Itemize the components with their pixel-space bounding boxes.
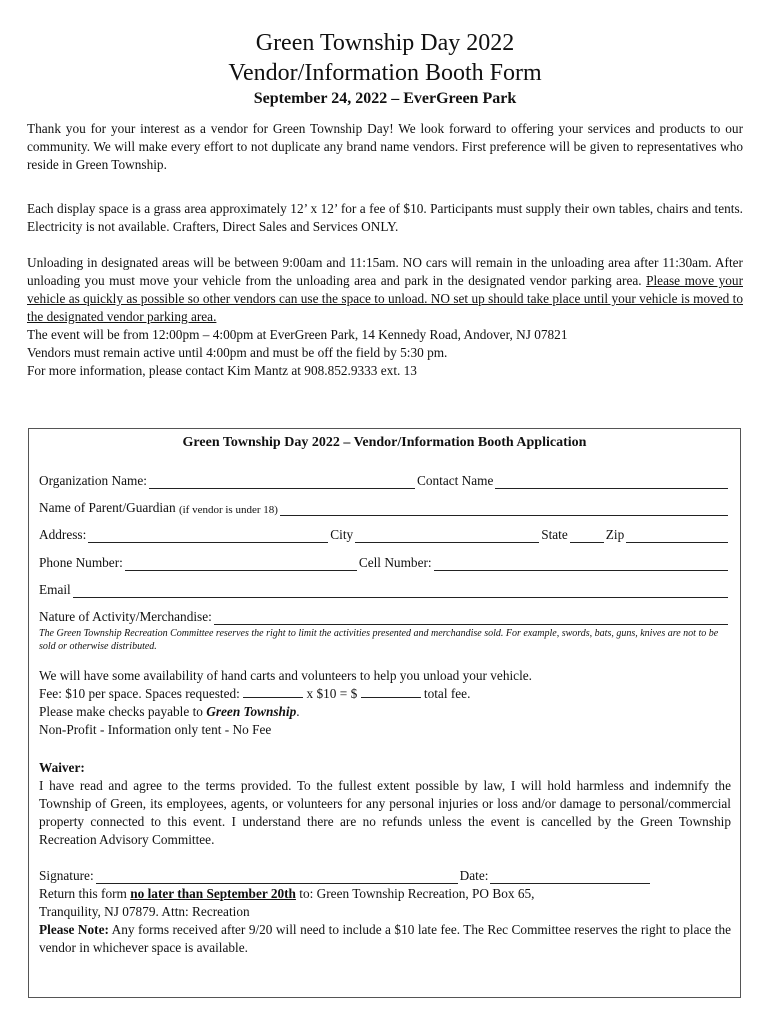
address-row <box>39 525 730 543</box>
date-label: Date: <box>459 868 489 883</box>
merchandise-restriction-note: The Green Township Recreation Committee reserves the right to limit the activities presented and merchandise sold. For example, swords, bats, guns, knives are not to be sold or otherwise distributed. <box>39 628 719 652</box>
event-date-location: September 24, 2022 – EverGreen Park <box>253 90 517 107</box>
organization-field[interactable] <box>149 474 415 489</box>
return-address: to: Green Township Recreation, PO Box 65, <box>295 886 535 901</box>
zip-field[interactable] <box>626 528 728 543</box>
parent-field[interactable] <box>280 501 728 516</box>
checks-text: Please make checks payable to <box>39 704 207 719</box>
checks-period: . <box>296 704 300 719</box>
parent-row <box>39 498 730 516</box>
vendor-hours-line: Vendors must remain active until 4:00pm and must be off the field by 5:30 pm. <box>27 345 448 360</box>
return-address-line2: Tranquility, NJ 07879. Attn: Recreation <box>39 904 250 919</box>
email-row <box>39 580 730 598</box>
intro-paragraph: Thank you for your interest as a vendor for Green Township Day! We look forward to offering your services and products to our community. We will make every effort to not duplicate any brand name vendors. First preference will be given to representatives who reside in Green Township. <box>27 121 743 172</box>
city-label: City <box>330 527 354 542</box>
note-text: Any forms received after 9/20 will need to include a $10 late fee. The Rec Committee reserves the right to place the vendor in whichever space is available. <box>39 922 731 955</box>
fee-multiplier: x $10 = $ <box>306 686 358 701</box>
payee-name: Green Township <box>206 704 297 719</box>
form-title-line2: Vendor/Information Booth Form <box>228 60 542 86</box>
form-title: Green Township Day 2022 <box>255 30 515 56</box>
cell-field[interactable] <box>434 556 728 571</box>
city-field[interactable] <box>355 528 539 543</box>
unloading-paragraph <box>27 254 743 326</box>
signature-field[interactable] <box>96 869 458 884</box>
signature-label: Signature: <box>39 868 94 883</box>
display-space-paragraph: Each display space is a grass area approximately 12’ x 12’ for a fee of $10. Participants must supply their own tables, chairs and tents. Electricity is not available. Crafters, Direct Sales and Services ONLY. <box>27 201 743 234</box>
parent-note: (if vendor is under 18) <box>178 504 278 516</box>
contact-info-line: For more information, please contact Kim Mantz at 908.852.9333 ext. 13 <box>27 363 417 378</box>
fee-label: Fee: $10 per space. Spaces requested: <box>39 686 240 701</box>
event-time-line: The event will be from 12:00pm – 4:00pm at EverGreen Park, 14 Kennedy Road, Andover, NJ 07821 <box>27 327 568 342</box>
application-title: Green Township Day 2022 – Vendor/Information Booth Application <box>182 435 587 450</box>
spaces-requested-field[interactable] <box>243 685 303 698</box>
fee-line <box>39 685 470 703</box>
date-field[interactable] <box>490 869 650 884</box>
address-label: Address: <box>39 527 87 542</box>
nature-label: Nature of Activity/Merchandise: <box>39 609 212 624</box>
unloading-text: Unloading in designated areas will be between 9:00am and 11:15am. NO cars will remain in the unloading area after 11:30am. After unloading you must move your vehicle from the unloading area and park in the designated vendor parking area. <box>27 255 743 288</box>
email-label: Email <box>39 582 71 597</box>
checks-payable-line <box>39 703 300 721</box>
total-fee-label: total fee. <box>423 686 471 701</box>
state-label: State <box>541 527 568 542</box>
contact-name-field[interactable] <box>495 474 728 489</box>
contact-name-label: Contact Name <box>416 473 494 488</box>
zip-label: Zip <box>605 527 625 542</box>
total-fee-field[interactable] <box>361 685 421 698</box>
email-field[interactable] <box>73 583 728 598</box>
waiver-title: Waiver: <box>39 760 85 775</box>
waiver-text: I have read and agree to the terms provided. To the fullest extent possible by law, I will hold harmless and indemnify the Township of Green, its employees, agents, or volunteers for any personal injuries or loss and/or damage to personal/commercial property connected to this event. I understand there are no refunds unless the event is cancelled by the Green Township Recreation Advisory Committee. <box>39 778 731 847</box>
organization-row <box>39 471 730 489</box>
address-field[interactable] <box>88 528 328 543</box>
nature-row <box>39 607 730 625</box>
phone-label: Phone Number: <box>39 555 123 570</box>
non-profit-line: Non-Profit - Information only tent - No Fee <box>39 722 272 737</box>
parent-label: Name of Parent/Guardian <box>39 500 176 515</box>
return-form-line <box>39 885 534 903</box>
signature-row <box>39 866 730 884</box>
cell-label: Cell Number: <box>358 555 432 570</box>
unloading-underlined-text: Please move your vehicle as quickly as possible so other vendors can use the space to unload. NO set up should take place until your vehicle is moved to the designated vendor parking area. <box>27 273 743 324</box>
nature-field[interactable] <box>214 610 728 625</box>
late-fee-note <box>39 921 731 957</box>
state-field[interactable] <box>570 528 604 543</box>
hand-carts-line: We will have some availability of hand carts and volunteers to help you unload your vehicle. <box>39 668 532 683</box>
organization-label: Organization Name: <box>39 473 147 488</box>
return-deadline: no later than September 20th <box>130 886 296 901</box>
note-label: Please Note: <box>39 922 109 937</box>
return-text: Return this form <box>39 886 131 901</box>
phone-row <box>39 553 730 571</box>
phone-field[interactable] <box>125 556 357 571</box>
application-box <box>28 428 741 998</box>
